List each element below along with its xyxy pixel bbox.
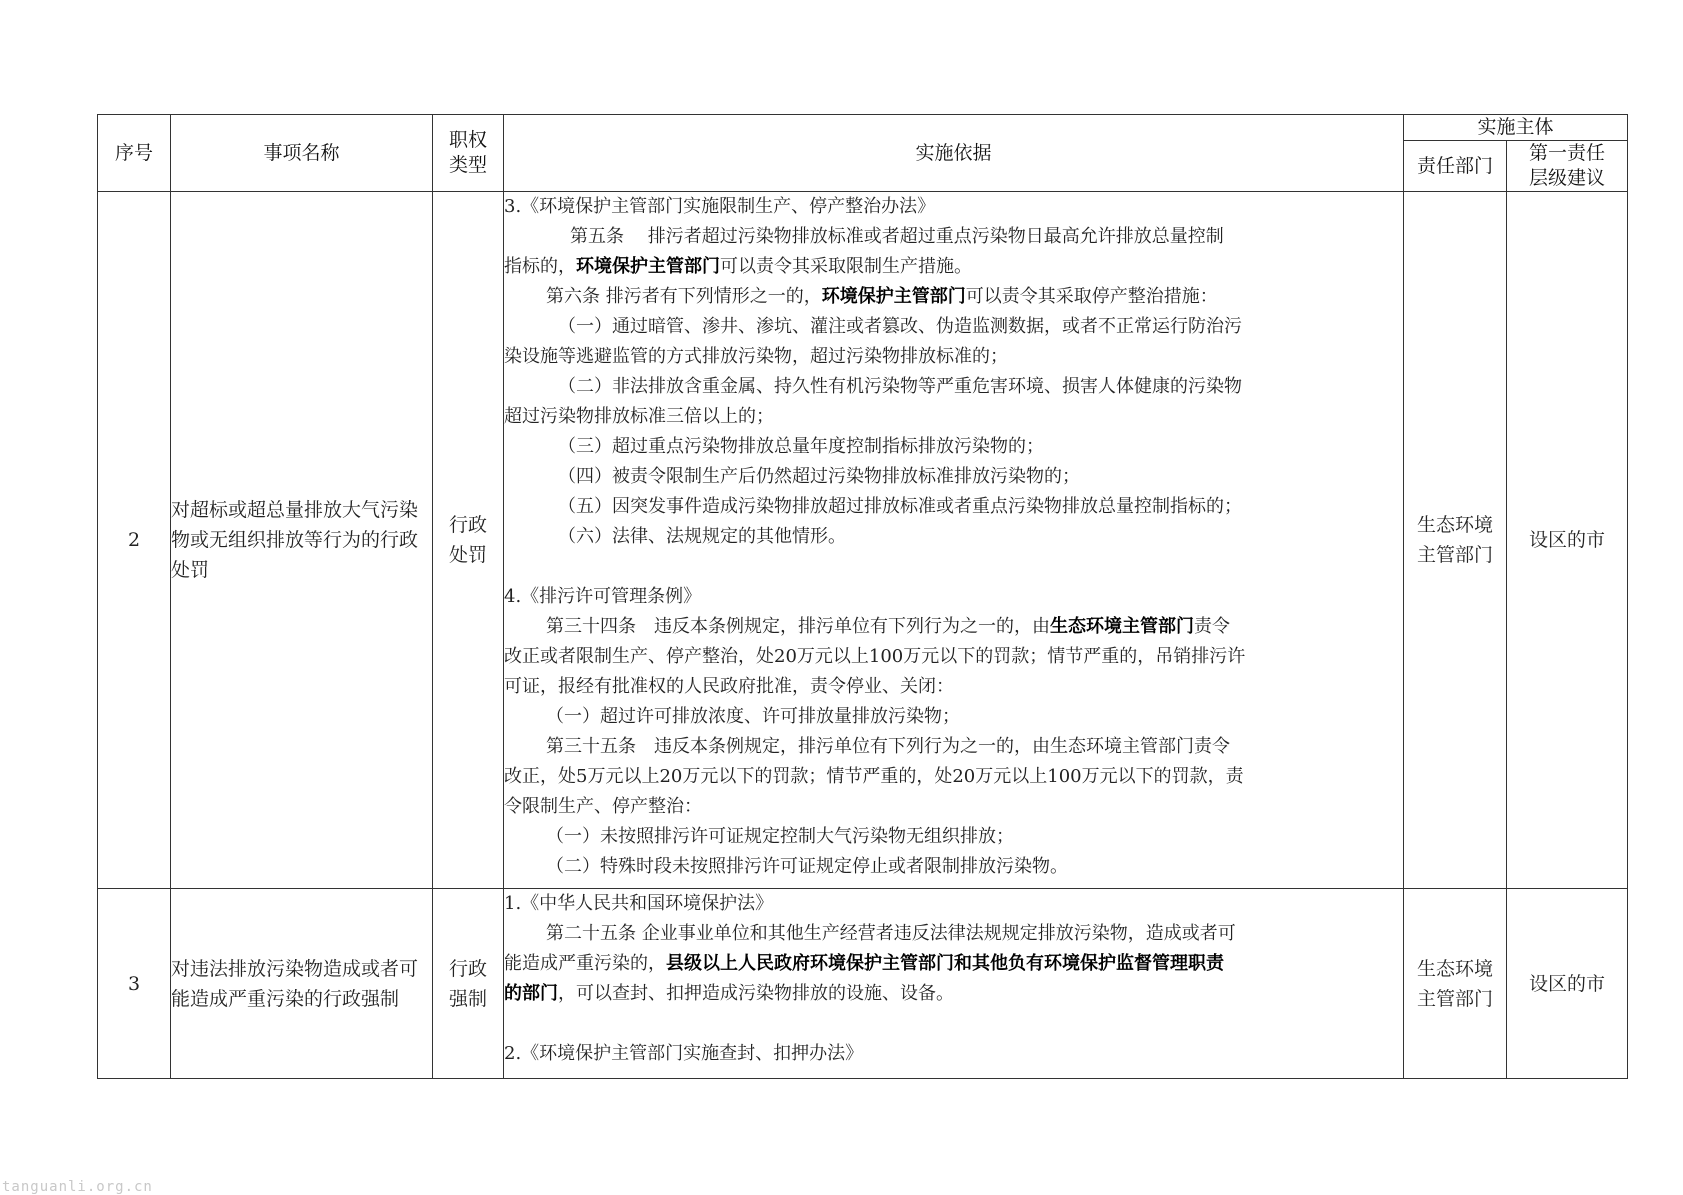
basis-line: （三）超过重点污染物排放总量年度控制指标排放污染物的； xyxy=(558,436,1044,457)
row-dept: 生态环境主管部门 xyxy=(1404,192,1507,889)
basis-line: （五）因突发事件造成污染物排放超过排放标准或者重点污染物排放总量控制指标的； xyxy=(558,496,1242,517)
basis-line: 第二十五条 企业事业单位和其他生产经营者违反法律法规规定排放污染物，造成或者可 xyxy=(546,923,1236,944)
basis-line: 第五条 排污者超过污染物排放标准或者超过重点污染物日最高允许排放总量控制 xyxy=(570,226,1224,247)
basis-line: （一）超过许可排放浓度、许可排放量排放污染物； xyxy=(546,706,960,727)
basis-line: 3.《环境保护主管部门实施限制生产、停产整治办法》 xyxy=(504,196,936,217)
basis-line: 第三十四条 违反本条例规定，排污单位有下列行为之一的，由生态环境主管部门责令 xyxy=(546,616,1230,637)
header-seq: 序号 xyxy=(98,115,171,192)
header-dept: 责任部门 xyxy=(1404,141,1507,192)
bold-phrase: 环境保护主管部门 xyxy=(821,286,966,307)
table-row xyxy=(98,192,1628,889)
row-item-name: 对超标或超总量排放大气污染物或无组织排放等行为的行政处罚 xyxy=(171,192,433,889)
basis-line: 改正，处5万元以上20万元以下的罚款；情节严重的，处20万元以上100万元以下的罚款，责 xyxy=(504,766,1244,787)
basis-line: 令限制生产、停产整治： xyxy=(504,796,702,817)
basis-line: 可证，报经有批准权的人民政府批准，责令停业、关闭： xyxy=(504,676,954,697)
basis-line: 1.《中华人民共和国环境保护法》 xyxy=(504,893,774,914)
row-seq: 2 xyxy=(98,192,171,889)
watermark: tanguanli.org.cn xyxy=(2,1179,153,1195)
basis-line: （一）未按照排污许可证规定控制大气污染物无组织排放； xyxy=(546,826,1014,847)
row-basis xyxy=(504,192,1404,889)
basis-line: 指标的，环境保护主管部门可以责令其采取限制生产措施。 xyxy=(504,256,972,277)
basis-line: 的部门，可以查封、扣押造成污染物排放的设施、设备。 xyxy=(504,983,954,1004)
header-power-type: 职权类型 xyxy=(433,115,504,192)
row-power-type: 行政处罚 xyxy=(433,192,504,889)
row-item-name: 对违法排放污染物造成或者可能造成严重污染的行政强制 xyxy=(171,889,433,1079)
row-seq: 3 xyxy=(98,889,171,1079)
row-level: 设区的市 xyxy=(1507,192,1628,889)
header-basis: 实施依据 xyxy=(504,115,1404,192)
basis-line: （二）非法排放含重金属、持久性有机污染物等严重危害环境、损害人体健康的污染物 xyxy=(558,376,1242,397)
basis-line: 第三十五条 违反本条例规定，排污单位有下列行为之一的，由生态环境主管部门责令 xyxy=(546,736,1230,757)
basis-line: 4.《排污许可管理条例》 xyxy=(504,586,702,607)
row-level: 设区的市 xyxy=(1507,889,1628,1079)
basis-line: 2.《环境保护主管部门实施查封、扣押办法》 xyxy=(504,1043,864,1064)
table-row xyxy=(98,889,1628,1079)
basis-line: 改正或者限制生产、停产整治，处20万元以上100万元以下的罚款；情节严重的，吊销排污许 xyxy=(504,646,1246,667)
basis-line: 超过污染物排放标准三倍以上的； xyxy=(504,406,774,427)
bold-phrase: 生态环境主管部门 xyxy=(1050,616,1194,637)
basis-line: 第六条 排污者有下列情形之一的，环境保护主管部门可以责令其采取停产整治措施： xyxy=(546,286,1218,307)
authority-table xyxy=(97,114,1628,1079)
bold-phrase: 的部门 xyxy=(504,983,558,1004)
bold-phrase: 县级以上人民政府环境保护主管部门和其他负有环境保护监督管理职责 xyxy=(666,953,1224,974)
header-level: 第一责任层级建议 xyxy=(1507,141,1628,192)
bold-phrase: 环境保护主管部门 xyxy=(576,256,720,277)
header-item-name: 事项名称 xyxy=(171,115,433,192)
row-power-type: 行政强制 xyxy=(433,889,504,1079)
basis-line: 染设施等逃避监管的方式排放污染物，超过污染物排放标准的； xyxy=(504,346,1008,367)
header-subject: 实施主体 xyxy=(1404,115,1628,141)
basis-line: （一）通过暗管、渗井、渗坑、灌注或者篡改、伪造监测数据，或者不正常运行防治污 xyxy=(558,316,1242,337)
basis-line: （六）法律、法规规定的其他情形。 xyxy=(558,526,846,547)
row-dept: 生态环境主管部门 xyxy=(1404,889,1507,1079)
basis-line: 能造成严重污染的，县级以上人民政府环境保护主管部门和其他负有环境保护监督管理职责 xyxy=(504,953,1224,974)
basis-line: （二）特殊时段未按照排污许可证规定停止或者限制排放污染物。 xyxy=(546,856,1068,877)
row-basis xyxy=(504,889,1404,1079)
basis-line: （四）被责令限制生产后仍然超过污染物排放标准排放污染物的； xyxy=(558,466,1080,487)
